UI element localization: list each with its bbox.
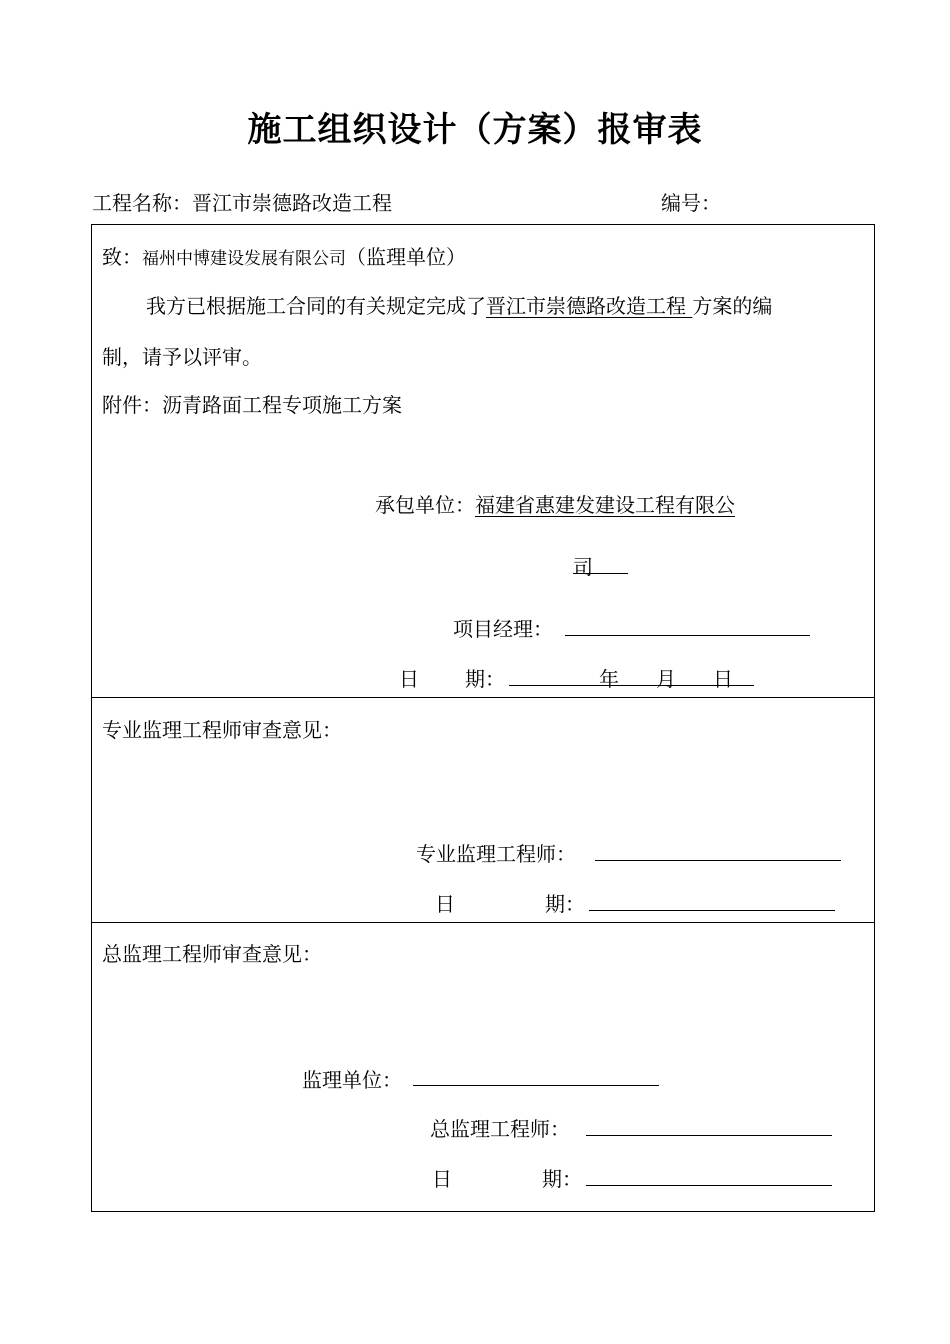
engineer-label: 专业监理工程师：: [416, 842, 576, 866]
date-qi-3: 期：: [542, 1167, 582, 1191]
date-ri-1: 日: [399, 667, 419, 691]
supervision-unit-label: 监理单位：: [302, 1068, 402, 1092]
date-month: 月: [656, 667, 676, 691]
engineer-signature-line: [595, 860, 841, 861]
contractor-row: [375, 489, 735, 518]
number-label: 编号：: [661, 191, 721, 215]
body-text-part1: 我方已根据施工合同的有关规定完成了: [146, 294, 486, 318]
supervision-unit-line: [413, 1085, 659, 1086]
chief-review-title: 总监理工程师审查意见：: [102, 942, 322, 966]
to-suffix: （监理单位）: [346, 245, 466, 269]
date-qi-2: 期：: [545, 892, 585, 916]
contractor-name-line2: 司: [573, 555, 593, 579]
contractor-label: 承包单位：: [375, 493, 475, 517]
attachment-line: 附件：沥青路面工程专项施工方案: [102, 393, 402, 417]
body-project-name: 晋江市崇德路改造工程: [486, 294, 693, 318]
date-day: 日: [713, 667, 733, 691]
manager-label: 项目经理：: [453, 617, 553, 641]
manager-signature-line: [565, 635, 810, 636]
date-ri-3: 日: [432, 1167, 452, 1191]
contractor-underline-2: [573, 573, 628, 574]
section-divider-2: [91, 922, 875, 923]
project-label: 工程名称：: [92, 191, 192, 215]
chief-engineer-signature-line: [586, 1135, 832, 1136]
date-ri-2: 日: [435, 892, 455, 916]
to-label: 致：: [102, 245, 142, 269]
chief-engineer-label: 总监理工程师：: [430, 1117, 570, 1141]
date-qi-1: 期：: [465, 667, 505, 691]
project-name-row: [92, 187, 392, 216]
contractor-name-line1: 福建省惠建发建设工程有限公: [475, 493, 735, 517]
section-divider-1: [91, 697, 875, 698]
body-text-part2: 方案的编: [692, 294, 773, 318]
project-name: 晋江市崇德路改造工程: [192, 191, 392, 215]
date-line-3: [586, 1185, 832, 1186]
engineer-review-title: 专业监理工程师审查意见：: [102, 718, 342, 742]
to-line: [102, 241, 466, 270]
to-name: 福州中博建设发展有限公司: [142, 249, 346, 269]
body-line-2: 制，请予以评审。: [102, 345, 262, 369]
body-line-1: [146, 290, 772, 319]
page-title: 施工组织设计（方案）报审表: [247, 110, 703, 150]
date-line-2: [589, 910, 835, 911]
date-year: 年: [599, 667, 619, 691]
date-line-1: [509, 685, 754, 686]
